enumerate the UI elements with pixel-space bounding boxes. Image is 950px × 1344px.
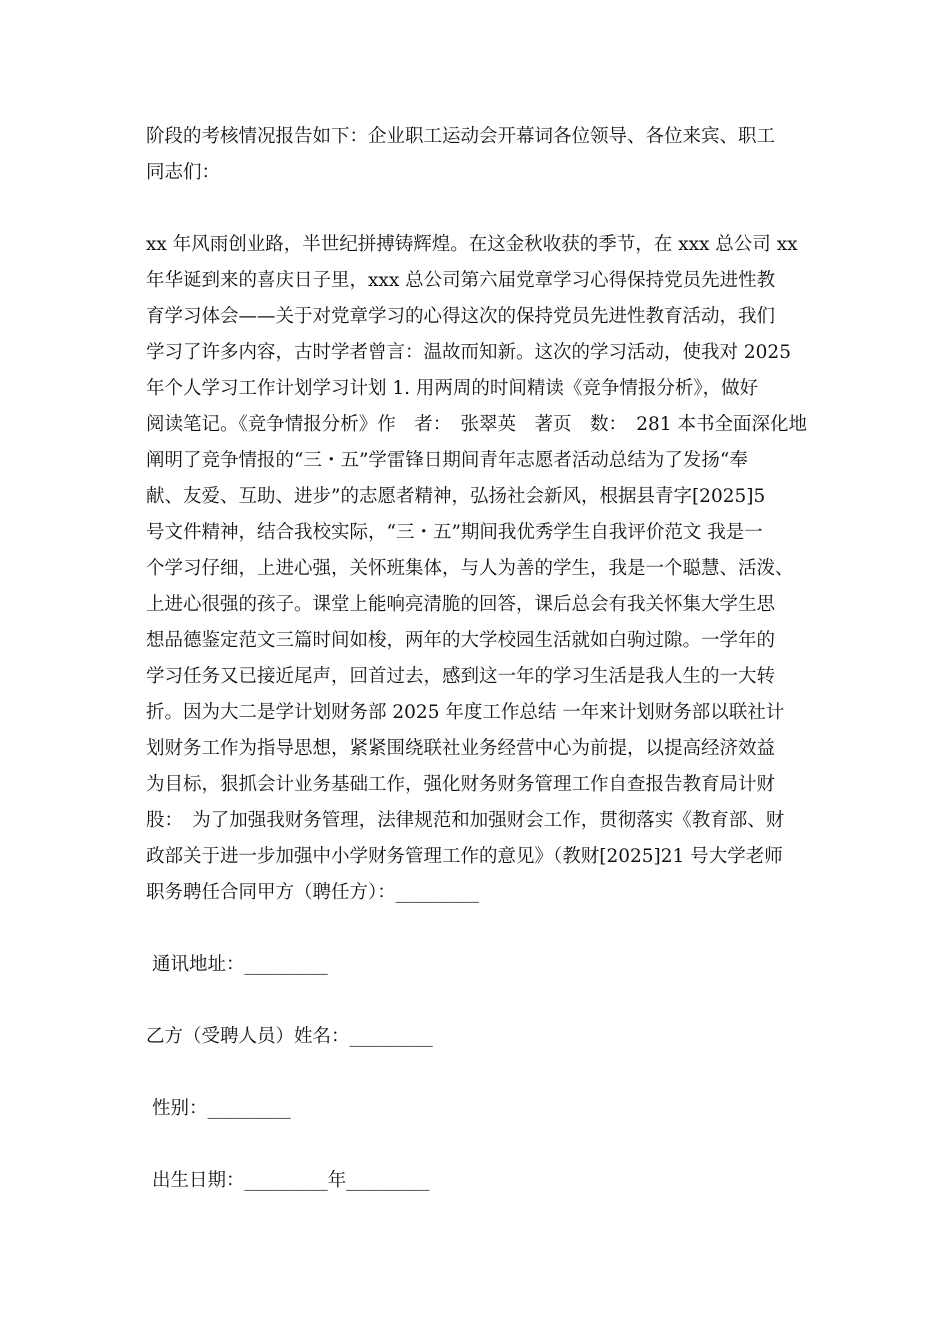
text-line: 个学习仔细，上进心强，关怀班集体，与人为善的学生，我是一个聪慧、活泼、 — [146, 558, 794, 579]
text-line: 学习任务又已接近尾声，回首过去，感到这一年的学习生活是我人生的一大转 — [146, 666, 776, 687]
text-line: 育学习体会——关于对党章学习的心得这次的保持党员先进性教育活动，我们 — [146, 306, 776, 327]
text-line: 政部关于进一步加强中小学财务管理工作的意见》（教财[2025]21 号大学老师 — [146, 846, 783, 867]
text-line: 股： 为了加强我财务管理，法律规范和加强财会工作，贯彻落实《教育部、财 — [146, 810, 785, 831]
text-line: 折。因为大二是学计划财务部 2025 年度工作总结 一年来计划财务部以联社计 — [146, 702, 785, 723]
text-line: xx 年风雨创业路，半世纪拼搏铸辉煌。在这金秋收获的季节，在 xxx 总公司 xx — [146, 234, 798, 255]
text-line: 为目标，狠抓会计业务基础工作，强化财务财务管理工作自查报告教育局计财 — [146, 774, 776, 795]
text-line: 同志们： — [146, 162, 221, 183]
name-field-line: 乙方（受聘人员）姓名：_________ — [146, 1026, 433, 1047]
text-line: 阅读笔记。《竞争情报分析》作 者： 张翠英 著页 数： 281 本书全面深化地 — [146, 414, 807, 435]
text-line: 年华诞到来的喜庆日子里，xxx 总公司第六届党章学习心得保持党员先进性教 — [146, 270, 776, 291]
address-field-line: 通讯地址：_________ — [152, 954, 328, 975]
text-line: 阶段的考核情况报告如下：企业职工运动会开幕词各位领导、各位来宾、职工 — [146, 126, 776, 147]
text-line: 想品德鉴定范文三篇时间如梭，两年的大学校园生活就如白驹过隙。一学年的 — [146, 630, 776, 651]
text-line: 献、友爱、互助、进步”的志愿者精神，弘扬社会新风，根据县青字[2025]5 — [146, 486, 766, 507]
text-line: 年个人学习工作计划学习计划 1. 用两周的时间精读《竞争情报分析》，做好 — [146, 378, 759, 399]
text-line: 职务聘任合同甲方（聘任方）：_________ — [146, 882, 480, 903]
gender-field-line: 性别：_________ — [152, 1098, 291, 1119]
text-line: 阐明了竞争情报的“三・五”学雷锋日期间青年志愿者活动总结为了发扬“奉 — [146, 450, 748, 471]
birthdate-field-line: 出生日期：_________年_________ — [152, 1170, 430, 1191]
text-line: 号文件精神，结合我校实际，“三・五”期间我优秀学生自我评价范文 我是一 — [146, 522, 763, 543]
text-line: 学习了许多内容，古时学者曾言：温故而知新。这次的学习活动，使我对 2025 — [146, 342, 791, 363]
text-line: 上进心很强的孩子。课堂上能响亮清脆的回答，课后总会有我关怀集大学生思 — [146, 594, 776, 615]
text-line: 划财务工作为指导思想，紧紧围绕联社业务经营中心为前提，以提高经济效益 — [146, 738, 776, 759]
